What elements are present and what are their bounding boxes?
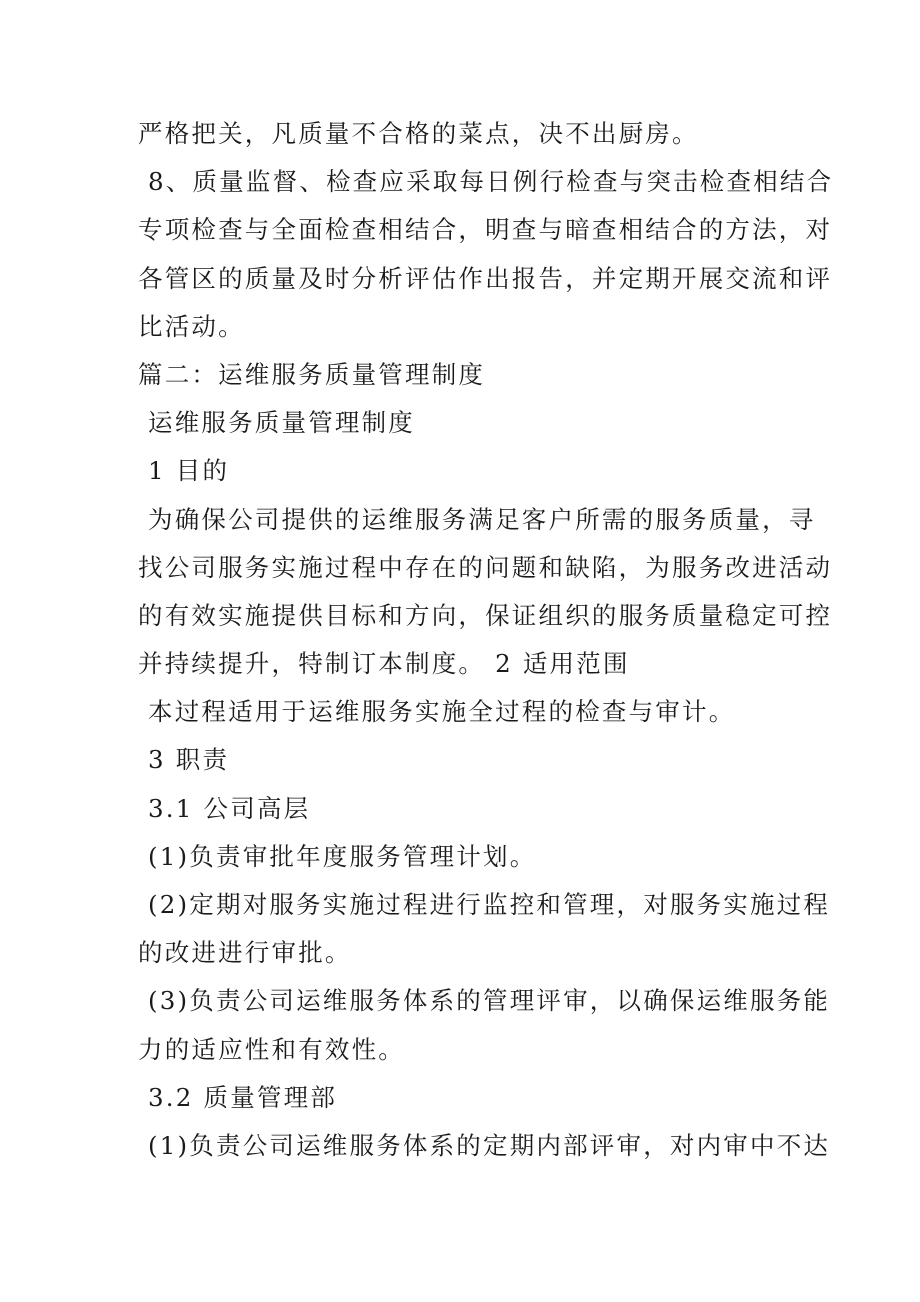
list-item: (2)定期对服务实施过程进行监控和管理，对服务实施过程 bbox=[148, 890, 831, 919]
subsection-heading: 3.2 质量管理部 bbox=[148, 1082, 338, 1112]
text-line: 严格把关，凡质量不合格的菜点，决不出厨房。 bbox=[138, 119, 699, 148]
text-line: 本过程适用于运维服务实施全过程的检查与审计。 bbox=[148, 697, 736, 727]
subsection-heading: 3.1 公司高层 bbox=[148, 793, 311, 823]
section-heading: 篇二：运维服务质量管理制度 bbox=[138, 359, 486, 389]
text-line: 比活动。 bbox=[138, 311, 245, 341]
text-line: 为确保公司提供的运维服务满足客户所需的服务质量，寻 bbox=[148, 504, 816, 534]
text-line: 力的适应性和有效性。 bbox=[138, 1034, 405, 1064]
list-item: (1)负责审批年度服务管理计划。 bbox=[148, 841, 537, 871]
text-line: 并持续提升，特制订本制度。 2 适用范围 bbox=[138, 649, 630, 679]
text-line: 的有效实施提供目标和方向，保证组织的服务质量稳定可控 bbox=[138, 600, 833, 630]
list-item: (3)负责公司运维服务体系的管理评审，以确保运维服务能 bbox=[148, 986, 831, 1016]
document-body bbox=[138, 110, 834, 1170]
subsection-heading: 1 目的 bbox=[148, 456, 230, 486]
subsection-heading: 3 职责 bbox=[148, 745, 230, 775]
list-item: (1)负责公司运维服务体系的定期内部评审，对内审中不达 bbox=[148, 1130, 831, 1160]
text-line: 的改进进行审批。 bbox=[138, 938, 352, 968]
text-line: 各管区的质量及时分析评估作出报告，并定期开展交流和评 bbox=[138, 263, 833, 293]
document-title: 运维服务质量管理制度 bbox=[148, 408, 415, 438]
text-line: 8、质量监督、检查应采取每日例行检查与突击检查相结合 bbox=[148, 167, 834, 197]
text-line: 专项检查与全面检查相结合，明查与暗查相结合的方法，对 bbox=[138, 215, 833, 245]
text-line: 找公司服务实施过程中存在的问题和缺陷，为服务改进活动 bbox=[138, 552, 833, 582]
